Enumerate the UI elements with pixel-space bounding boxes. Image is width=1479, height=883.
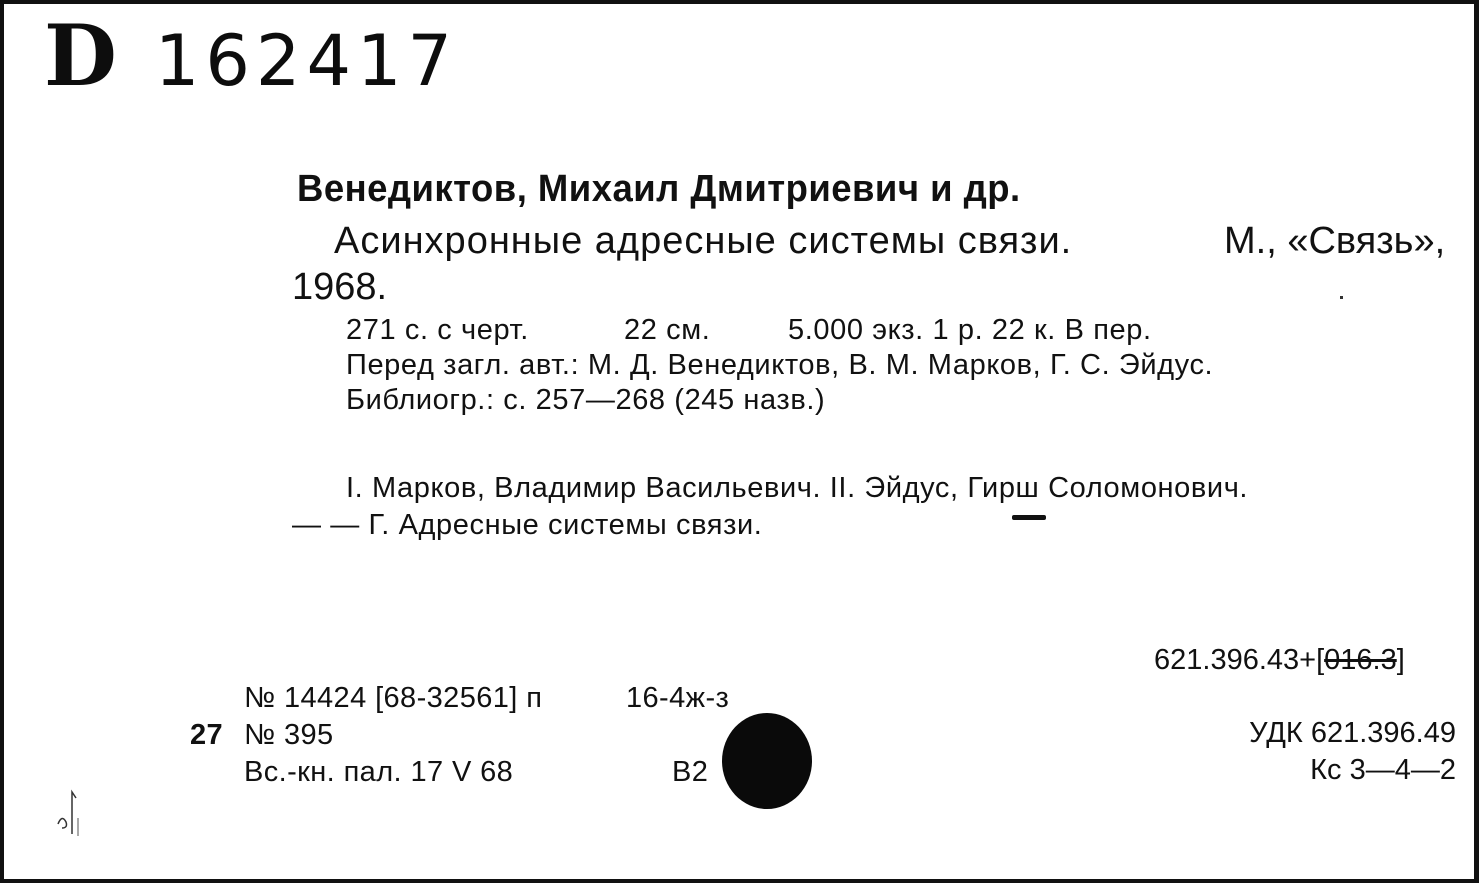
- kc-code: Кс 3—4—2: [1310, 754, 1456, 786]
- udc-code: УДК 621.396.49: [1249, 717, 1456, 749]
- udc-classification-top: [1154, 644, 1405, 677]
- printing-code: В2: [672, 756, 709, 788]
- book-size: 22 см.: [624, 314, 711, 346]
- publication-year: 1968.: [292, 266, 388, 308]
- printing-line: Вс.-кн. пал. 17 V 68: [244, 756, 514, 788]
- handwritten-mark-icon: [50, 784, 90, 844]
- udc-top-prefix: 621.396.43+[: [1154, 644, 1325, 676]
- order-code: 16-4ж-з: [626, 682, 730, 714]
- book-title: Асинхронные адресные системы связи.: [334, 220, 1073, 262]
- tracing-line-1: I. Марков, Владимир Васильевич. II. Эйдус, Гирш Соломонович.: [346, 472, 1249, 504]
- call-number: [44, 6, 459, 105]
- note-bibliography: Библиогр.: с. 257—268 (245 назв.): [346, 384, 826, 416]
- order-line: № 14424 [68-32561] п: [244, 682, 543, 714]
- copies-price: 5.000 экз. 1 р. 22 к. В пер.: [788, 314, 1152, 346]
- note-authors: Перед загл. авт.: М. Д. Венедиктов, В. М. Марков, Г. С. Эйдус.: [346, 349, 1214, 381]
- author-heading: Венедиктов, Михаил Дмитриевич и др.: [297, 168, 1021, 210]
- underline-mark: [1012, 515, 1046, 520]
- page-count: 271 с. с черт.: [346, 314, 529, 346]
- udc-top-suffix: ]: [1396, 644, 1405, 676]
- call-number-letter: D: [44, 6, 119, 105]
- udc-top-struck: 016.3: [1324, 644, 1397, 676]
- call-number-digits: 162417: [154, 20, 459, 102]
- punch-hole: [722, 713, 812, 809]
- number-line: № 395: [244, 719, 334, 751]
- left-number: 27: [190, 719, 224, 751]
- publisher: М., «Связь»,: [1224, 220, 1446, 262]
- tracing-line-2: — — Г. Адресные системы связи.: [292, 509, 763, 541]
- handwritten-mark: [50, 784, 90, 851]
- stray-dot: [1340, 296, 1343, 299]
